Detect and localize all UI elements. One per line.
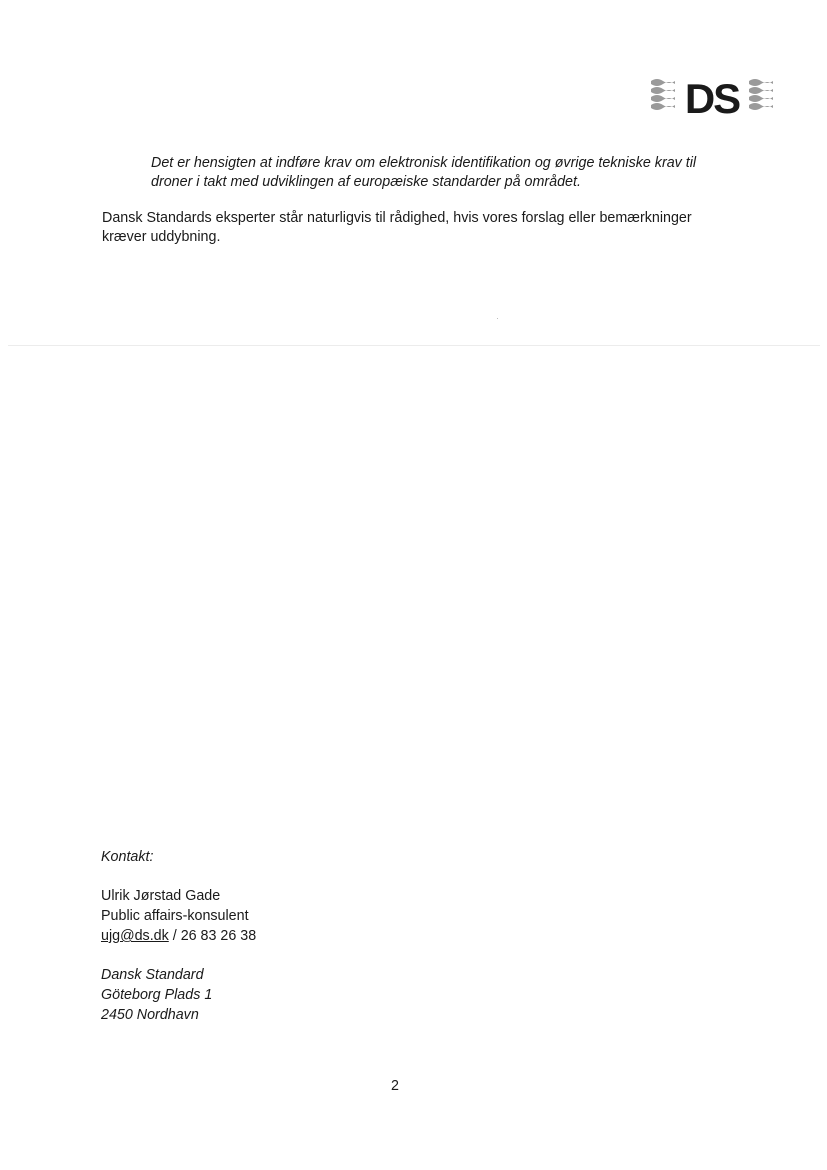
contact-email-link[interactable]: ujg@ds.dk bbox=[101, 928, 169, 944]
ds-logo-graphic bbox=[651, 76, 773, 116]
scan-artifact-dot bbox=[497, 318, 498, 319]
organization-address bbox=[101, 965, 212, 1025]
logo-waves-left bbox=[651, 79, 675, 110]
contact-phone-separator: / bbox=[168, 928, 181, 944]
body-paragraph: Dansk Standards eksperter står naturligvis til rådighed, hvis vores forslag eller bemærkninger kræver uddybning. bbox=[102, 210, 692, 245]
ds-logo bbox=[651, 76, 773, 116]
organization-name: Dansk Standard bbox=[101, 967, 204, 983]
logo-wordmark: DS bbox=[684, 76, 740, 116]
contact-title: Public affairs-konsulent bbox=[101, 908, 249, 924]
organization-street: Göteborg Plads 1 bbox=[101, 987, 213, 1003]
contact-phone: 26 83 26 38 bbox=[180, 928, 257, 944]
logo-waves-right bbox=[749, 79, 773, 110]
organization-city: 2450 Nordhavn bbox=[101, 1007, 199, 1023]
contact-heading: Kontakt: bbox=[101, 849, 154, 865]
indented-paragraph: Det er hensigten at indføre krav om elektronisk identifikation og øvrige tekniske krav til droner i takt med udviklingen af europæiske standarder på området. bbox=[151, 155, 697, 190]
scan-artifact-line bbox=[8, 345, 820, 346]
contact-email-phone-line bbox=[101, 926, 256, 946]
contact-name: Ulrik Jørstad Gade bbox=[101, 888, 221, 904]
page-number: 2 bbox=[391, 1078, 399, 1094]
contact-block bbox=[101, 886, 256, 946]
